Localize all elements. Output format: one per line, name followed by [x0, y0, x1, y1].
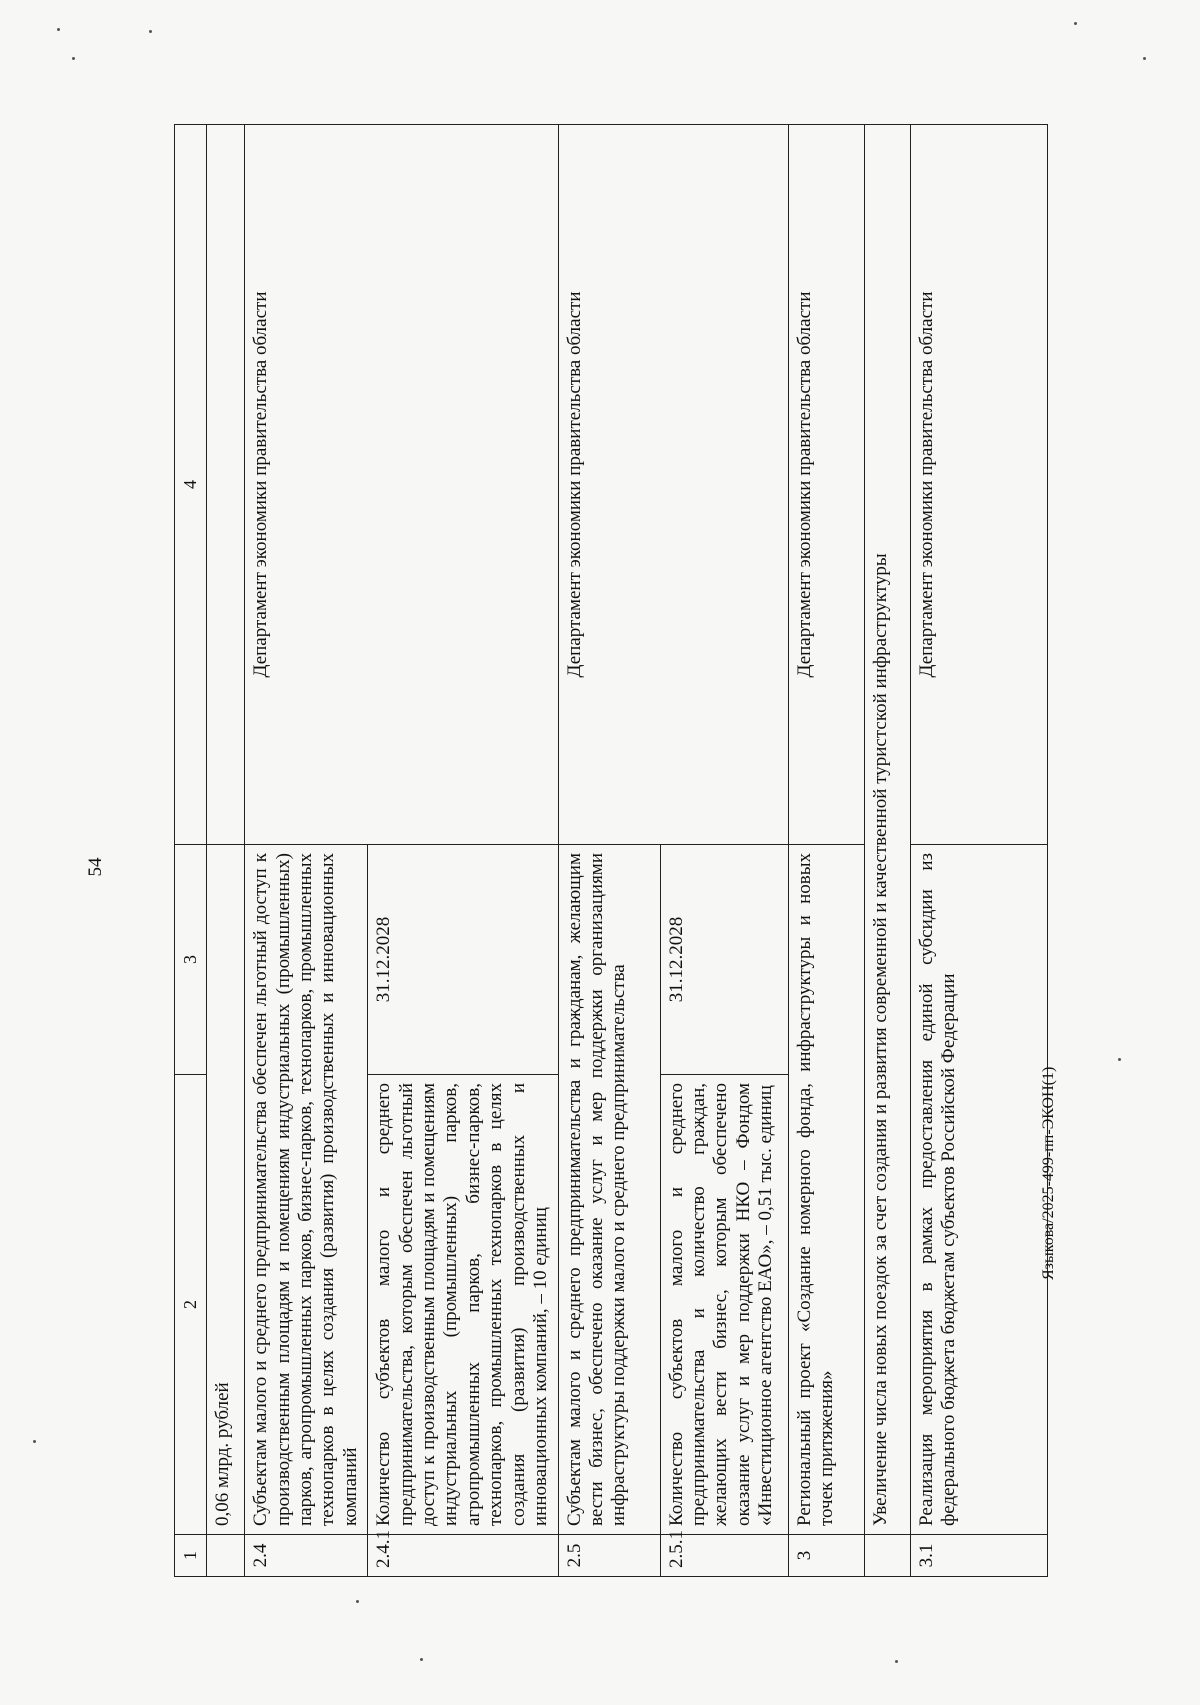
row-text: Реализация мероприятия в рамках предоставления единой субсидии из федерального бюджета бюджетам субъектов Российской Федерации	[910, 845, 1047, 1535]
scan-speck	[356, 1600, 359, 1603]
scan-speck	[1143, 57, 1146, 60]
measures-table	[174, 124, 1048, 1577]
table-row	[864, 125, 910, 1577]
row-text: Количество субъектов малого и среднего предпринимательства, которым обеспечен льготный доступ к производственным площадям и помещениям индустриальных (промышленных) парков, агропромышленных парков, бизнес-парков, технопарков, промышленных технопарков в целях создания (развития) производственных и инновационных компаний, – 10 единиц	[368, 1075, 558, 1535]
table-row	[245, 125, 368, 1577]
scan-speck	[33, 1440, 36, 1443]
scan-speck	[1074, 22, 1077, 25]
page-number: 54	[85, 857, 106, 877]
row-dept: Департамент экономики правительства области	[788, 125, 864, 845]
rotated-table-container	[174, 124, 1048, 1577]
row-dept: Департамент экономики правительства области	[558, 125, 788, 845]
row-text: Субъектам малого и среднего предпринимательства обеспечен льготный доступ к производственным площадям и помещениям индустриальных (промышленных) парков, агропромышленных парков, бизнес-парков, технопарков, промышленных технопарков в целях создания (развития) производственных и инновационных компаний	[245, 845, 368, 1535]
scan-speck	[149, 30, 152, 33]
row-dept: Департамент экономики правительства области	[245, 125, 558, 845]
row-goal-text: Увеличение числа новых поездок за счет создания и развития современной и качественной туристской инфраструктуры	[864, 125, 910, 1535]
header-col-4: 4	[175, 125, 207, 845]
row-number: 2.5.1	[660, 1535, 788, 1577]
scan-speck	[57, 28, 60, 31]
row-number: 2.4	[245, 1535, 368, 1577]
header-col-2: 2	[175, 1075, 207, 1535]
row-number: 3.1	[910, 1535, 1047, 1577]
document-code: Языкова/2025-499-пп-ЭКОН(1)	[1040, 1066, 1057, 1280]
table-row	[558, 125, 660, 1577]
header-col-3: 3	[175, 845, 207, 1075]
row-number: 3	[788, 1535, 864, 1577]
scan-speck	[420, 1658, 423, 1661]
row-text: Количество субъектов малого и среднего предпринимательства и количество граждан, желающих вести бизнес, которым обеспечено оказание услуг и мер поддержки НКО – Фондом «Инвестиционное агентство ЕАО», – 0,51 тыс. единиц	[660, 1075, 788, 1535]
scan-speck	[895, 1660, 898, 1663]
row-date: 31.12.2028	[660, 845, 788, 1075]
row-text: 0,06 млрд. рублей	[207, 845, 245, 1535]
row-date: 31.12.2028	[368, 845, 558, 1075]
header-row	[175, 125, 207, 1577]
row-text: Субъектам малого и среднего предпринимательства и гражданам, желающим вести бизнес, обеспечено оказание услуг и мер поддержки организациями инфраструктуры поддержки малого и среднего предпринимательства	[558, 845, 660, 1535]
table-row	[910, 125, 1047, 1577]
row-dept: Департамент экономики правительства области	[910, 125, 1047, 845]
row-number	[207, 1535, 245, 1577]
table-row	[788, 125, 864, 1577]
row-number	[864, 1535, 910, 1577]
row-text: Региональный проект «Создание номерного фонда, инфраструктуры и новых точек притяжения»	[788, 845, 864, 1535]
scan-speck	[1118, 1058, 1121, 1061]
row-number: 2.5	[558, 1535, 660, 1577]
table-row	[207, 125, 245, 1577]
scan-speck	[72, 57, 75, 60]
row-dept	[207, 125, 245, 845]
header-col-1: 1	[175, 1535, 207, 1577]
row-number: 2.4.1	[368, 1535, 558, 1577]
